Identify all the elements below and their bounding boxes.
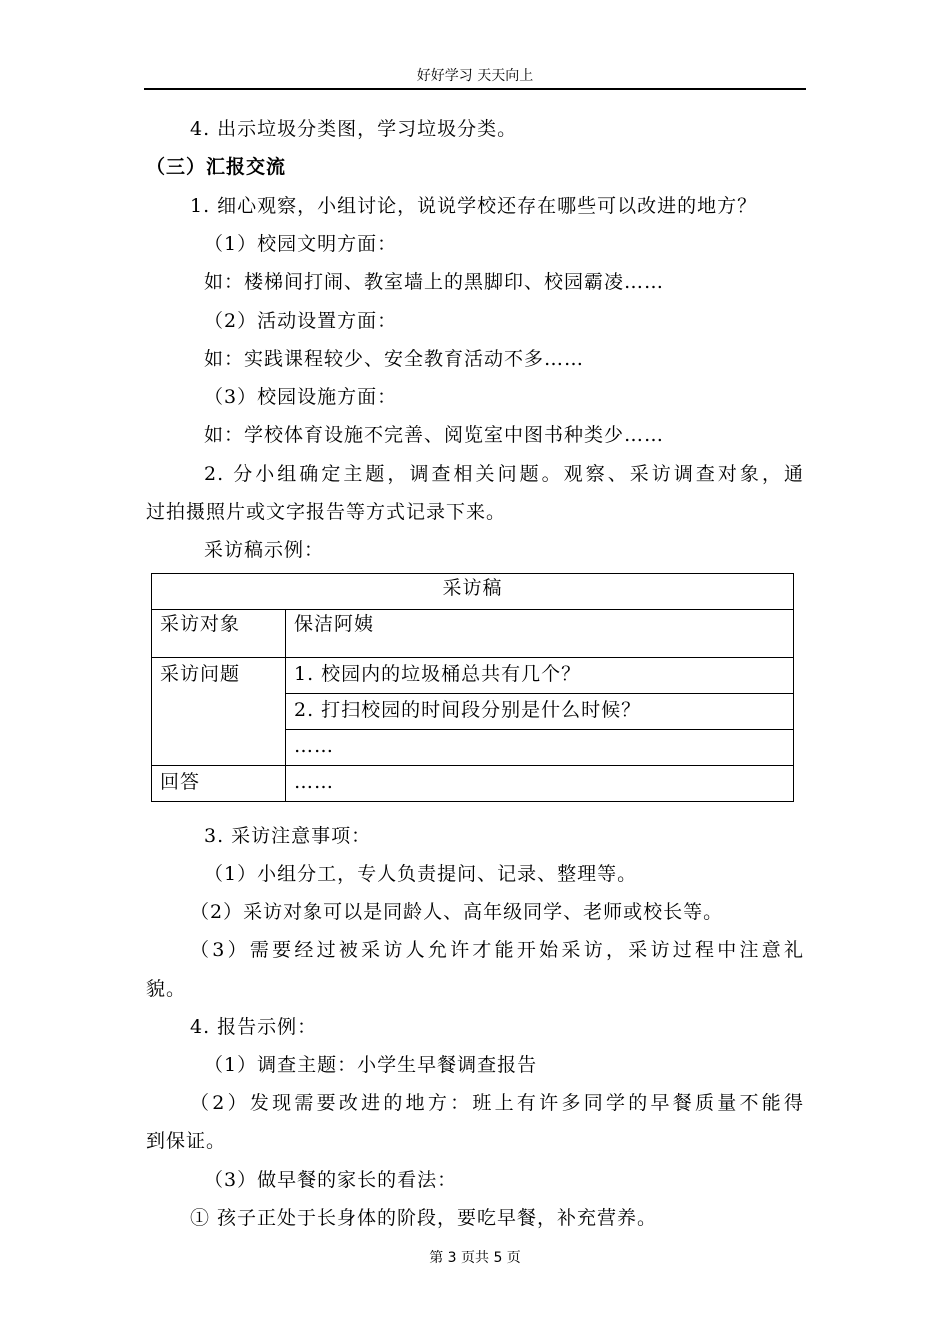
paragraph: （2）活动设置方面： (204, 310, 398, 332)
table-cell-value: 1. 校园内的垃圾桶总共有几个？ (286, 658, 794, 694)
paragraph: 1. 细心观察，小组讨论，说说学校还存在哪些可以改进的地方？ (190, 195, 758, 217)
paragraph: 4. 出示垃圾分类图，学习垃圾分类。 (190, 118, 518, 140)
page-header: 好好学习 天天向上 (144, 64, 806, 90)
paragraph: 采访稿示例： (204, 539, 325, 561)
table-cell-value: 保洁阿姨 (286, 610, 794, 658)
paragraph: （1）校园文明方面： (204, 233, 398, 255)
table-cell-label: 采访问题 (152, 658, 286, 766)
paragraph: 貌。 (146, 978, 187, 1000)
paragraph: （3）校园设施方面： (204, 386, 398, 408)
table-cell-value: …… (286, 766, 794, 802)
paragraph: 如：实践课程较少、安全教育活动不多…… (204, 348, 585, 370)
paragraph: （2）发现需要改进的地方：班上有许多同学的早餐质量不能得 (190, 1092, 804, 1114)
paragraph: 如：学校体育设施不完善、阅览室中图书种类少…… (204, 424, 665, 446)
paragraph: （3）需要经过被采访人允许才能开始采访，采访过程中注意礼 (190, 939, 804, 961)
paragraph: 2. 分小组确定主题，调查相关问题。观察、采访调查对象，通 (204, 463, 804, 485)
paragraph: ① 孩子正处于长身体的阶段，要吃早餐，补充营养。 (190, 1207, 658, 1229)
paragraph: 如：楼梯间打闹、教室墙上的黑脚印、校园霸凌…… (204, 271, 665, 293)
interview-table (151, 573, 794, 802)
page-footer: 第 3 页共 5 页 (429, 1250, 521, 1266)
table-cell-label: 采访对象 (152, 610, 286, 658)
paragraph: （3）做早餐的家长的看法： (204, 1169, 458, 1191)
paragraph: 到保证。 (146, 1130, 227, 1152)
paragraph: 4. 报告示例： (190, 1016, 318, 1038)
table-cell-label: 回答 (152, 766, 286, 802)
paragraph: 过拍摄照片或文字报告等方式记录下来。 (146, 501, 507, 523)
table-cell-value: …… (286, 730, 794, 766)
table-title: 采访稿 (152, 574, 794, 610)
table-cell-value: 2. 打扫校园的时间段分别是什么时候？ (286, 694, 794, 730)
paragraph: （1）调查主题：小学生早餐调查报告 (204, 1054, 538, 1076)
paragraph: 3. 采访注意事项： (204, 825, 372, 847)
section-heading: （三）汇报交流 (146, 156, 287, 178)
paragraph: （1）小组分工，专人负责提问、记录、整理等。 (204, 863, 638, 885)
paragraph: （2）采访对象可以是同龄人、高年级同学、老师或校长等。 (190, 901, 724, 923)
